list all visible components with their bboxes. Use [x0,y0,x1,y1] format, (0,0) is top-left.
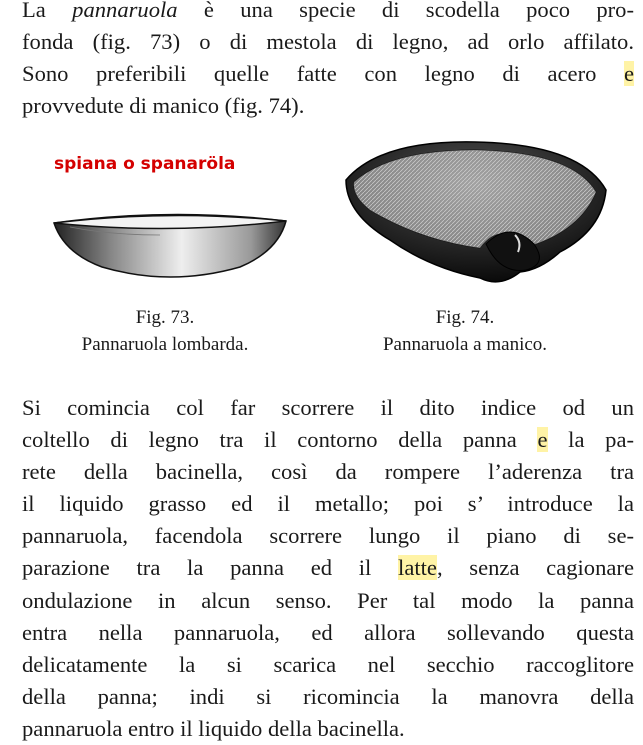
text-line: ondulazione in alcun senso. Per tal modo la panna [22,587,634,613]
text-line: rete della bacinella, così da rompere l’aderenza tra [22,459,634,485]
figure-caption: Pannaruola lombarda. [81,334,249,355]
text-line: provvedute di manico (fig. 74). [22,93,305,119]
text-segment: la pa- [547,427,634,453]
text-line [22,58,634,90]
text-line: pannaruola entro il liquido della bacinella. [22,715,405,741]
text-line: Si comincia col far scorrere il dito indice od un [22,395,634,420]
figure-number: Fig. 74. [435,307,495,328]
text-line: il liquido grasso ed il metallo; poi s’ introduce la [22,491,634,517]
highlighted-word: e [623,61,634,87]
text-segment: parazione tra la panna ed il [22,555,399,581]
text-segment: coltello di legno tra il contorno della panna [22,427,538,453]
bowl-illustration-fig73 [50,205,290,295]
paragraph-procedure [22,392,634,745]
text-line: della panna; indi si ricomincia la manovra della [22,683,634,709]
text-line [22,552,634,584]
text-segment: Sono preferibili quelle fatte con legno di acero [22,61,624,87]
figure-caption: Pannaruola a manico. [382,334,548,355]
italic-term: pannaruola [72,0,178,22]
figure-number: Fig. 73. [135,307,195,328]
highlighted-word: e [537,427,548,453]
text-line: pannaruola, facendola scorrere lungo il piano di se- [22,523,634,549]
red-annotation: spiana o spanaröla [54,154,236,174]
text-line: fonda (fig. 73) o di mestola di legno, ad orlo affilato. [22,29,634,55]
text-segment: La [22,0,73,22]
text-segment: , senza cagionare [436,555,634,581]
paragraph-intro [22,0,634,122]
text-line: entra nella pannaruola, ed allora sollevando questa [22,619,634,645]
text-line [22,0,634,26]
text-line [22,424,634,456]
text-line: delicatamente la si scarica nel secchio raccoglitore [22,651,634,677]
highlighted-word: latte [398,555,437,581]
text-segment: è una specie di scodella poco pro- [177,0,634,22]
bowl-illustration-fig74 [340,140,610,290]
